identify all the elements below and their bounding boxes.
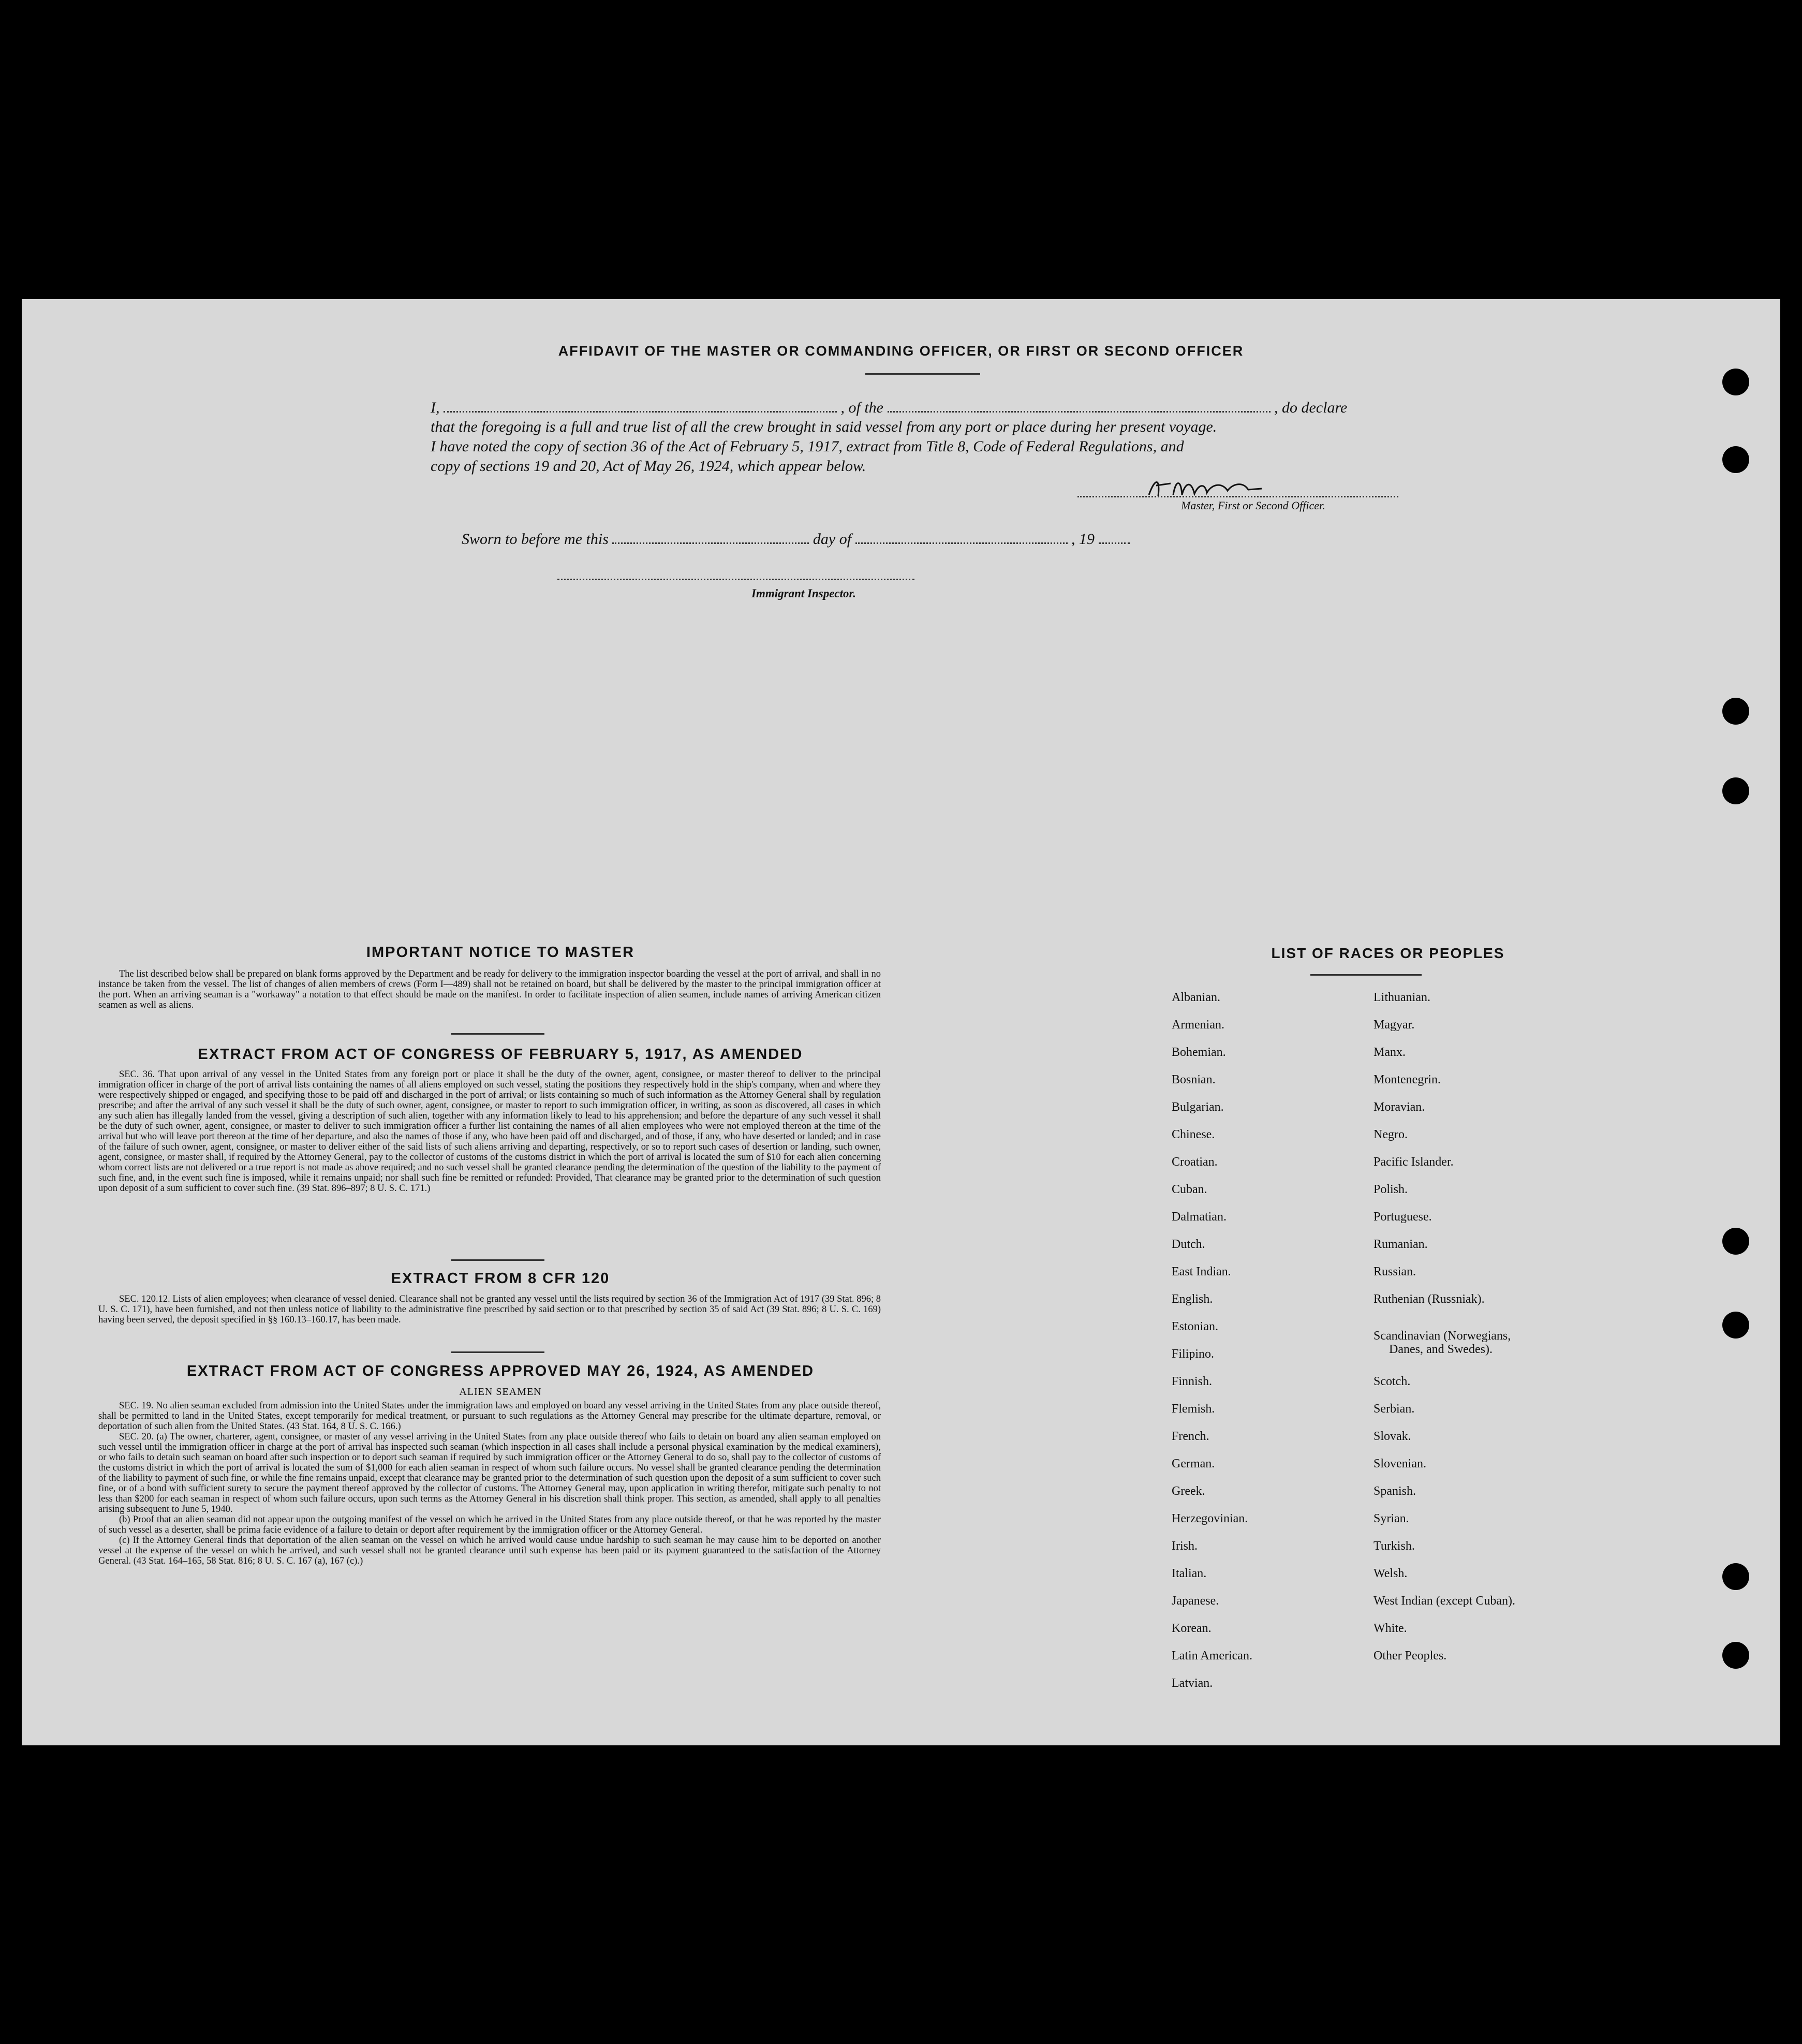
extract-1924-title: EXTRACT FROM ACT OF CONGRESS APPROVED MAY 26, 1924, AS AMENDED xyxy=(186,1363,815,1379)
punch-hole xyxy=(1722,1563,1749,1590)
day-of-text: day of xyxy=(813,531,852,548)
race-item: Magyar. xyxy=(1373,1018,1415,1032)
race-item: Negro. xyxy=(1373,1128,1408,1141)
extract-cfr-text xyxy=(98,1294,881,1325)
declare-text: , do declare xyxy=(1274,399,1348,416)
punch-hole xyxy=(1722,1312,1749,1339)
extract-cfr-paragraph: SEC. 120.12. Lists of alien employees; when clearance of vessel denied. Clearance shall not be granted any vessel until the lists required by section 36 of the Immigration Act of 1917 (39 Stat. 896; 8 U. S. C. 171), have been furnished, and not then unless notice of liability to the administrative fine prescribed by said section or to that prescribed by section 35 of said Act (39 Stat. 896; 8 U. S. C. 169) having been served, the deposit specified in §§ 160.13–160.17, has been made. xyxy=(98,1294,881,1325)
section-rule xyxy=(451,1259,544,1261)
affidavit-title: AFFIDAVIT OF THE MASTER OR COMMANDING OFFICER, OR FIRST OR SECOND OFFICER xyxy=(558,343,1244,359)
race-item: Finnish. xyxy=(1172,1375,1213,1388)
race-item: Manx. xyxy=(1373,1046,1406,1059)
extract-1917-title: EXTRACT FROM ACT OF CONGRESS OF FEBRUARY 5, 1917, AS AMENDED xyxy=(198,1046,803,1063)
race-item: Flemish. xyxy=(1172,1402,1215,1416)
extract-1917-paragraph: SEC. 36. That upon arrival of any vessel in the United States from any foreign port or place it shall be the duty of the owner, agent, consignee, or master thereof to deliver to the principal immigration officer in charge of the port of arrival lists containing the names of all aliens employed on such vessel, stating the positions they respectively hold in the ship's company, when and where they were respectively shipped or engaged, and specifying those to be paid off and discharged in the port of arrival; or lists containing so much of such information as the Attorney General shall by regulation prescribe; and after the arrival of any such vessel it shall be the duty of such owner, agent, consignee, or master to report to such immigration officer, in writing, as soon as discovered, all cases in which any such alien has illegally landed from the vessel, giving a description of such alien, together with any information likely to lead to his apprehension; and before the departure of any such vessel it shall be the duty of such owner, agent, consignee, or master to deliver to such immigration officer a further list containing the names of all alien employees who were not employed thereon at the time of the arrival but who will leave port thereon at the time of her departure, and also the names of those if any, who have been paid off and discharged, and of those, if any, who have deserted or landed; and in case of the failure of such owner, agent, consignee, or master to deliver either of the said lists of such aliens arriving and departing, respectively, or so to report such cases of desertion or landing, such owner, agent, consignee, or master shall, if required by the Attorney General, pay to the collector of customs of the customs district in which the port of arrival is located the sum of $10 for each alien concerning whom correct lists are not delivered or a true report is not made as above required; and no such vessel shall be granted clearance pending the determination of the question of the liability to the payment of such fine, and, in the event such fine is imposed, while it remains unpaid; nor shall such fine be remitted or refunded: Provided, That clearance may be granted prior to the determination of such question upon deposit of a sum sufficient to cover such fine. (39 Stat. 896–897; 8 U. S. C. 171.) xyxy=(98,1069,881,1194)
race-item: Cuban. xyxy=(1172,1183,1207,1196)
race-item: Lithuanian. xyxy=(1373,991,1430,1004)
race-item: Portuguese. xyxy=(1373,1210,1432,1224)
sworn-year-blank[interactable] xyxy=(1099,530,1130,544)
extract-1924-text xyxy=(98,1401,881,1566)
handwritten-signature xyxy=(1145,475,1264,499)
punch-hole xyxy=(1722,1228,1749,1255)
sworn-day-blank[interactable] xyxy=(612,530,809,544)
punch-hole xyxy=(1722,777,1749,804)
race-item: Syrian. xyxy=(1373,1512,1409,1525)
race-item: Scandinavian (Norwegians, xyxy=(1373,1329,1511,1343)
document-sheet xyxy=(22,299,1780,1745)
declaration-line-1 xyxy=(431,399,1414,417)
race-item: Bohemian. xyxy=(1172,1046,1226,1059)
race-item: Korean. xyxy=(1172,1622,1212,1635)
race-item: Bulgarian. xyxy=(1172,1100,1224,1114)
declaration-line-3: I have noted the copy of section 36 of the Act of February 5, 1917, extract from Title 8, Code of Federal Regulations, and xyxy=(431,438,1184,455)
punch-hole xyxy=(1722,369,1749,395)
sec-19-paragraph: SEC. 19. No alien seaman excluded from admission into the United States under the immigration laws and employed on board any vessel arriving in the United States from any place outside thereof, shall be permitted to land in the United States, except temporarily for medical treatment, or pursuant to such regulations as the Attorney General may prescribe for the ultimate departure, removal, or deportation of such alien from the United States. (43 Stat. 164, 8 U. S. C. 166.) xyxy=(98,1401,881,1432)
punch-hole xyxy=(1722,698,1749,725)
declarant-intro: I, xyxy=(431,399,440,416)
race-item: Moravian. xyxy=(1373,1100,1425,1114)
race-item: Russian. xyxy=(1373,1265,1416,1278)
race-item: Ruthenian (Russniak). xyxy=(1373,1292,1485,1306)
notice-text xyxy=(98,969,881,1010)
race-item: Herzegovinian. xyxy=(1172,1512,1248,1525)
races-title-rule xyxy=(1310,974,1422,976)
race-item: Slovak. xyxy=(1373,1430,1411,1443)
race-item: Polish. xyxy=(1373,1183,1408,1196)
signer-label: Master, First or Second Officer. xyxy=(1181,499,1325,512)
vessel-name-blank[interactable] xyxy=(888,399,1271,413)
declaration-line-4: copy of sections 19 and 20, Act of May 26, 1924, which appear below. xyxy=(431,458,866,475)
sworn-line xyxy=(462,530,1445,548)
race-item: Dalmatian. xyxy=(1172,1210,1227,1224)
declarant-name-blank[interactable] xyxy=(444,399,837,413)
race-item: Irish. xyxy=(1172,1539,1198,1553)
title-rule xyxy=(865,373,980,375)
race-item: West Indian (except Cuban). xyxy=(1373,1594,1515,1608)
race-item: Greek. xyxy=(1172,1484,1205,1498)
sec-20a-paragraph: SEC. 20. (a) The owner, charterer, agent, consignee, or master of any vessel arriving in the United States from any place outside thereof who fails to detain on board any alien seaman employed on such vessel until the immigration officer in charge at the port of arrival has inspected such seaman (which inspection in all cases shall include a personal physical examination by the medical examiners), or who fails to detain such seaman on board after such inspection or to deport such seaman if required by such immigration officer or the Attorney General to do so, shall pay to the collector of customs of the customs district in which the port of arrival is located the sum of $1,000 for each alien seaman in respect of whom such failure occurs. No vessel shall be granted clearance pending the determination of the liability to payment of such fine, or while the fine remains unpaid, except that clearance may be granted prior to the determination of such question upon the deposit of a sum sufficient to cover such fine, or of a bond with sufficient surety to secure the payment thereof approved by the collector of customs. The Attorney General may, upon application in writing therefor, mitigate such penalty to not less than $200 for each seaman in respect of whom such failure occurs, upon such terms as the Attorney General in his discretion shall think proper. This section, as amended, shall apply to all penalties arising subsequent to June 5, 1940. xyxy=(98,1432,881,1514)
race-item: Dutch. xyxy=(1172,1238,1205,1251)
race-item: Danes, and Swedes). xyxy=(1389,1343,1493,1356)
race-item: Spanish. xyxy=(1373,1484,1416,1498)
sworn-intro: Sworn to before me this xyxy=(462,531,609,548)
race-item: Scotch. xyxy=(1373,1375,1411,1388)
race-item: Slovenian. xyxy=(1373,1457,1426,1470)
races-title: LIST OF RACES OR PEOPLES xyxy=(1271,945,1505,961)
race-item: East Indian. xyxy=(1172,1265,1231,1278)
race-item: White. xyxy=(1373,1622,1407,1635)
race-item: Rumanian. xyxy=(1373,1238,1428,1251)
race-item: Filipino. xyxy=(1172,1347,1215,1361)
race-item: Welsh. xyxy=(1373,1567,1408,1580)
notice-title: IMPORTANT NOTICE TO MASTER xyxy=(366,944,635,961)
race-item: Bosnian. xyxy=(1172,1073,1216,1086)
race-item: Chinese. xyxy=(1172,1128,1215,1141)
extract-1917-text xyxy=(98,1069,881,1194)
declaration-line-2: that the foregoing is a full and true list of all the crew brought in said vessel from any port or place during her present voyage. xyxy=(431,418,1217,435)
race-item: Croatian. xyxy=(1172,1155,1218,1169)
inspector-signature-line[interactable] xyxy=(557,579,914,580)
race-item: Italian. xyxy=(1172,1567,1207,1580)
race-item: Japanese. xyxy=(1172,1594,1219,1608)
race-item: Montenegrin. xyxy=(1373,1073,1441,1086)
race-item: Other Peoples. xyxy=(1373,1649,1447,1663)
extract-cfr-title: EXTRACT FROM 8 CFR 120 xyxy=(391,1270,610,1287)
race-item: German. xyxy=(1172,1457,1215,1470)
punch-hole xyxy=(1722,1642,1749,1669)
section-rule xyxy=(451,1351,544,1353)
punch-hole xyxy=(1722,446,1749,473)
sworn-month-blank[interactable] xyxy=(855,530,1068,544)
vessel-intro: , of the xyxy=(840,399,883,416)
race-item: Serbian. xyxy=(1373,1402,1415,1416)
inspector-label: Immigrant Inspector. xyxy=(751,587,856,600)
race-item: Turkish. xyxy=(1373,1539,1415,1553)
race-item: Albanian. xyxy=(1172,991,1220,1004)
sec-20b-paragraph: (b) Proof that an alien seaman did not appear upon the outgoing manifest of the vessel on which he arrived in the United States from any place outside thereof, or that he was reported by the master of such vessel as a deserter, shall be prima facie evidence of a failure to detain or deport after requirement by the immigration officer or the Attorney General. xyxy=(98,1514,881,1535)
notice-paragraph: The list described below shall be prepared on blank forms approved by the Department and be ready for delivery to the immigration inspector boarding the vessel at the port of arrival, and shall in no instance be taken from the vessel. The list of changes of alien members of crews (Form I—489) shall not be retained on board, but shall be delivered by the master to the principal immigration officer at the port. When an arriving seaman is a "workaway" a notation to that effect should be made on the manifest. In order to facilitate inspection of alien seamen, include names of arriving American citizen seamen as well as aliens. xyxy=(98,969,881,1010)
race-item: Latin American. xyxy=(1172,1649,1252,1663)
race-item: Estonian. xyxy=(1172,1320,1218,1333)
sec-20c-paragraph: (c) If the Attorney General finds that deportation of the alien seaman on the vessel on which he arrived would cause undue hardship to such seaman he may cause him to be deported on another vessel at the expense of the vessel on which he arrived, and such vessel shall not be granted clearance until such expense has been paid or its payment guaranteed to the satisfaction of the Attorney General. (43 Stat. 164–165, 58 Stat. 816; 8 U. S. C. 167 (a), 167 (c).) xyxy=(98,1535,881,1566)
race-item: French. xyxy=(1172,1430,1209,1443)
section-rule xyxy=(451,1033,544,1035)
race-item: English. xyxy=(1172,1292,1213,1306)
race-item: Armenian. xyxy=(1172,1018,1224,1032)
year-prefix: , 19 xyxy=(1071,531,1095,548)
alien-seamen-subtitle: ALIEN SEAMEN xyxy=(459,1386,542,1398)
race-item: Pacific Islander. xyxy=(1373,1155,1454,1169)
race-item: Latvian. xyxy=(1172,1677,1213,1690)
